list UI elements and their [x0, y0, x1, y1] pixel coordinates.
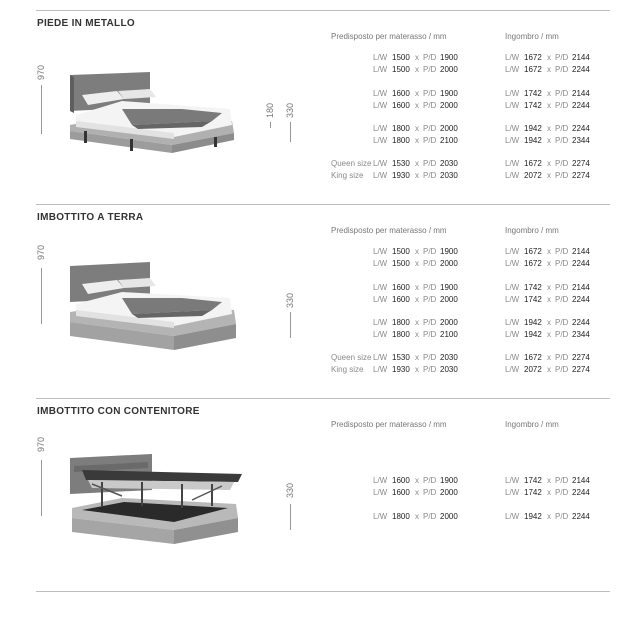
pd-label: P/D [555, 247, 569, 256]
times-sign: x [415, 101, 419, 110]
overall-width: 1672 [524, 259, 542, 268]
overall-depth: 2244 [572, 101, 590, 110]
pd-label: P/D [423, 365, 437, 374]
pd-label: P/D [555, 136, 569, 145]
size-row [0, 64, 639, 75]
size-row [0, 352, 639, 363]
pd-label: P/D [423, 124, 437, 133]
overall-width: 1672 [524, 53, 542, 62]
pd-label: P/D [423, 330, 437, 339]
times-sign: x [415, 259, 419, 268]
header-overall: Ingombro / mm [505, 420, 559, 429]
overall-width: 1942 [524, 318, 542, 327]
overall-width: 1742 [524, 89, 542, 98]
lw-label: L/W [505, 159, 520, 168]
bed-metal-feet-image [62, 65, 242, 165]
overall-width: 1942 [524, 124, 542, 133]
height-label: 970 [36, 244, 46, 260]
pd-label: P/D [423, 476, 437, 485]
mattress-depth: 2000 [440, 488, 458, 497]
mattress-depth: 1900 [440, 476, 458, 485]
mattress-width: 1800 [392, 136, 410, 145]
times-sign: x [547, 365, 551, 374]
lw-label: L/W [505, 318, 520, 327]
lw-label: L/W [505, 247, 520, 256]
times-sign: x [547, 53, 551, 62]
section-piede-in-metallo [0, 10, 639, 204]
overall-width: 1942 [524, 136, 542, 145]
section-imbottito-con-contenitore [0, 398, 639, 592]
lw-label: L/W [373, 136, 388, 145]
times-sign: x [415, 330, 419, 339]
times-sign: x [415, 476, 419, 485]
lw-label: L/W [373, 159, 388, 168]
overall-depth: 2274 [572, 171, 590, 180]
header-mattress: Predisposto per materasso / mm [331, 32, 447, 41]
pd-label: P/D [555, 159, 569, 168]
overall-depth: 2144 [572, 476, 590, 485]
times-sign: x [415, 159, 419, 168]
lw-label: L/W [505, 476, 520, 485]
mattress-depth: 1900 [440, 89, 458, 98]
times-sign: x [415, 318, 419, 327]
lw-label: L/W [373, 353, 388, 362]
overall-depth: 2274 [572, 159, 590, 168]
pd-label: P/D [555, 365, 569, 374]
overall-width: 1742 [524, 283, 542, 292]
pd-label: P/D [423, 89, 437, 98]
overall-width: 1942 [524, 330, 542, 339]
pd-label: P/D [423, 283, 437, 292]
pd-label: P/D [423, 159, 437, 168]
overall-depth: 2244 [572, 512, 590, 521]
lw-label: L/W [373, 295, 388, 304]
times-sign: x [415, 136, 419, 145]
lw-label: L/W [373, 259, 388, 268]
overall-width: 1672 [524, 353, 542, 362]
lw-label: L/W [505, 330, 520, 339]
section-title: IMBOTTITO CON CONTENITORE [37, 406, 200, 417]
overall-width: 1672 [524, 159, 542, 168]
header-mattress: Predisposto per materasso / mm [331, 420, 447, 429]
side-label-330: 330 [285, 102, 295, 118]
times-sign: x [547, 259, 551, 268]
lw-label: L/W [505, 353, 520, 362]
times-sign: x [547, 512, 551, 521]
size-row [0, 88, 639, 99]
height-label: 970 [36, 64, 46, 80]
pd-label: P/D [423, 101, 437, 110]
mattress-width: 1530 [392, 353, 410, 362]
size-prefix: King size [331, 365, 364, 374]
mattress-width: 1800 [392, 318, 410, 327]
lw-label: L/W [505, 171, 520, 180]
overall-depth: 2144 [572, 53, 590, 62]
mattress-depth: 2000 [440, 124, 458, 133]
times-sign: x [415, 353, 419, 362]
times-sign: x [415, 124, 419, 133]
times-sign: x [415, 365, 419, 374]
mattress-depth: 2100 [440, 330, 458, 339]
mattress-width: 1930 [392, 171, 410, 180]
lw-label: L/W [505, 53, 520, 62]
pd-label: P/D [423, 247, 437, 256]
pd-label: P/D [423, 295, 437, 304]
bed-storage-image [62, 450, 248, 550]
pd-label: P/D [555, 476, 569, 485]
times-sign: x [547, 295, 551, 304]
pd-label: P/D [555, 295, 569, 304]
mattress-width: 1600 [392, 488, 410, 497]
mattress-width: 1600 [392, 89, 410, 98]
times-sign: x [547, 476, 551, 485]
mattress-width: 1600 [392, 101, 410, 110]
times-sign: x [547, 136, 551, 145]
pd-label: P/D [423, 259, 437, 268]
lw-label: L/W [373, 488, 388, 497]
times-sign: x [415, 283, 419, 292]
overall-depth: 2244 [572, 295, 590, 304]
size-row [0, 364, 639, 375]
pd-label: P/D [555, 512, 569, 521]
overall-depth: 2144 [572, 247, 590, 256]
lw-label: L/W [373, 124, 388, 133]
overall-depth: 2144 [572, 89, 590, 98]
side-label-330: 330 [285, 482, 295, 498]
size-row [0, 511, 639, 522]
size-row [0, 294, 639, 305]
mattress-width: 1800 [392, 330, 410, 339]
mattress-width: 1500 [392, 259, 410, 268]
mattress-width: 1600 [392, 295, 410, 304]
lw-label: L/W [373, 247, 388, 256]
mattress-depth: 2000 [440, 512, 458, 521]
mattress-width: 1500 [392, 247, 410, 256]
times-sign: x [415, 295, 419, 304]
size-row [0, 487, 639, 498]
overall-depth: 2244 [572, 65, 590, 74]
lw-label: L/W [505, 101, 520, 110]
mattress-width: 1600 [392, 283, 410, 292]
section-title: IMBOTTITO A TERRA [37, 212, 144, 223]
size-row [0, 258, 639, 269]
pd-label: P/D [423, 171, 437, 180]
overall-depth: 2144 [572, 283, 590, 292]
times-sign: x [547, 488, 551, 497]
side-label-180: 180 [265, 102, 275, 118]
overall-depth: 2274 [572, 365, 590, 374]
mattress-width: 1530 [392, 159, 410, 168]
pd-label: P/D [423, 353, 437, 362]
pd-label: P/D [555, 101, 569, 110]
size-row [0, 135, 639, 146]
mattress-width: 1600 [392, 476, 410, 485]
header-mattress: Predisposto per materasso / mm [331, 226, 447, 235]
lw-label: L/W [373, 171, 388, 180]
mattress-depth: 2030 [440, 365, 458, 374]
lw-label: L/W [373, 476, 388, 485]
times-sign: x [547, 101, 551, 110]
times-sign: x [547, 353, 551, 362]
lw-label: L/W [505, 124, 520, 133]
pd-label: P/D [555, 318, 569, 327]
overall-width: 1672 [524, 65, 542, 74]
pd-label: P/D [555, 124, 569, 133]
times-sign: x [415, 488, 419, 497]
times-sign: x [415, 53, 419, 62]
mattress-depth: 1900 [440, 283, 458, 292]
size-prefix: King size [331, 171, 364, 180]
size-row [0, 329, 639, 340]
mattress-depth: 2000 [440, 295, 458, 304]
lw-label: L/W [505, 365, 520, 374]
times-sign: x [547, 159, 551, 168]
lw-label: L/W [373, 512, 388, 521]
header-overall: Ingombro / mm [505, 226, 559, 235]
mattress-depth: 2030 [440, 171, 458, 180]
lw-label: L/W [505, 259, 520, 268]
mattress-depth: 2100 [440, 136, 458, 145]
overall-width: 2072 [524, 365, 542, 374]
times-sign: x [547, 171, 551, 180]
size-prefix: Queen size [331, 353, 372, 362]
pd-label: P/D [555, 53, 569, 62]
times-sign: x [547, 65, 551, 74]
lw-label: L/W [373, 101, 388, 110]
mattress-width: 1930 [392, 365, 410, 374]
pd-label: P/D [555, 488, 569, 497]
overall-width: 1742 [524, 295, 542, 304]
lw-label: L/W [373, 53, 388, 62]
pd-label: P/D [555, 283, 569, 292]
mattress-depth: 2000 [440, 318, 458, 327]
mattress-width: 1800 [392, 512, 410, 521]
pd-label: P/D [423, 318, 437, 327]
overall-width: 2072 [524, 171, 542, 180]
mattress-depth: 1900 [440, 247, 458, 256]
size-row [0, 158, 639, 169]
overall-depth: 2344 [572, 330, 590, 339]
lw-label: L/W [505, 283, 520, 292]
lw-label: L/W [505, 295, 520, 304]
overall-width: 1742 [524, 101, 542, 110]
times-sign: x [415, 171, 419, 180]
times-sign: x [547, 318, 551, 327]
pd-label: P/D [423, 512, 437, 521]
header-overall: Ingombro / mm [505, 32, 559, 41]
mattress-width: 1800 [392, 124, 410, 133]
times-sign: x [547, 247, 551, 256]
pd-label: P/D [555, 65, 569, 74]
mattress-depth: 2030 [440, 353, 458, 362]
lw-label: L/W [373, 365, 388, 374]
overall-depth: 2244 [572, 488, 590, 497]
section-imbottito-a-terra [0, 204, 639, 398]
overall-depth: 2274 [572, 353, 590, 362]
size-prefix: Queen size [331, 159, 372, 168]
mattress-depth: 2000 [440, 101, 458, 110]
mattress-depth: 2000 [440, 65, 458, 74]
overall-depth: 2344 [572, 136, 590, 145]
size-row [0, 246, 639, 257]
times-sign: x [547, 89, 551, 98]
size-row [0, 282, 639, 293]
size-row [0, 475, 639, 486]
pd-label: P/D [555, 171, 569, 180]
size-row [0, 170, 639, 181]
lw-label: L/W [373, 283, 388, 292]
lw-label: L/W [373, 89, 388, 98]
times-sign: x [415, 247, 419, 256]
mattress-depth: 2000 [440, 259, 458, 268]
mattress-width: 1500 [392, 53, 410, 62]
times-sign: x [547, 330, 551, 339]
pd-label: P/D [423, 65, 437, 74]
overall-width: 1742 [524, 476, 542, 485]
lw-label: L/W [373, 65, 388, 74]
pd-label: P/D [555, 353, 569, 362]
pd-label: P/D [423, 53, 437, 62]
overall-width: 1672 [524, 247, 542, 256]
mattress-width: 1500 [392, 65, 410, 74]
pd-label: P/D [555, 89, 569, 98]
lw-label: L/W [505, 512, 520, 521]
pd-label: P/D [555, 330, 569, 339]
mattress-depth: 1900 [440, 53, 458, 62]
overall-depth: 2244 [572, 124, 590, 133]
lw-label: L/W [505, 89, 520, 98]
section-title: PIEDE IN METALLO [37, 18, 135, 29]
pd-label: P/D [555, 259, 569, 268]
size-row [0, 123, 639, 134]
times-sign: x [415, 65, 419, 74]
height-label: 970 [36, 436, 46, 452]
pd-label: P/D [423, 488, 437, 497]
size-row [0, 100, 639, 111]
lw-label: L/W [505, 488, 520, 497]
mattress-depth: 2030 [440, 159, 458, 168]
overall-depth: 2244 [572, 318, 590, 327]
times-sign: x [415, 512, 419, 521]
times-sign: x [547, 283, 551, 292]
side-label-330: 330 [285, 292, 295, 308]
times-sign: x [547, 124, 551, 133]
overall-depth: 2244 [572, 259, 590, 268]
pd-label: P/D [423, 136, 437, 145]
lw-label: L/W [505, 136, 520, 145]
size-row [0, 317, 639, 328]
size-row [0, 52, 639, 63]
lw-label: L/W [373, 330, 388, 339]
lw-label: L/W [373, 318, 388, 327]
overall-width: 1742 [524, 488, 542, 497]
overall-width: 1942 [524, 512, 542, 521]
lw-label: L/W [505, 65, 520, 74]
times-sign: x [415, 89, 419, 98]
